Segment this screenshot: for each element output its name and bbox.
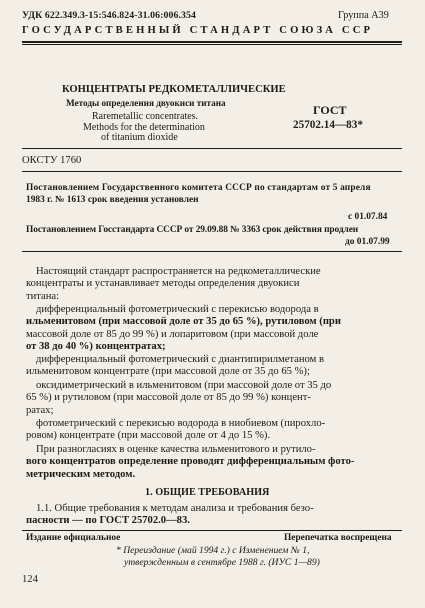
section-heading: 1. ОБЩИЕ ТРЕБОВАНИЯ	[145, 487, 270, 498]
official-edition-label: Издание официальное	[26, 533, 121, 543]
text-line: * Переиздание (май 1994 г.) с Изменением № 1,	[116, 545, 310, 556]
document-title-ru: КОНЦЕНТРАТЫ РЕДКОМЕТАЛЛИЧЕСКИЕ	[62, 84, 286, 95]
text-line: ильменитовом концентрате (при массовой доле от 35 до 65 %);	[26, 366, 310, 378]
text-line: титана:	[26, 290, 60, 302]
header-rule-thin	[22, 44, 402, 45]
text-line: вого концентратов определение проводят дифференциальным фото-	[26, 456, 355, 468]
method-ilmenite-rutile-loparite	[26, 304, 399, 354]
okstu-code: ОКСТУ 1760	[22, 155, 82, 166]
text-line: 1.1. Общие требования к методам анализа и требования безо-	[36, 503, 314, 514]
text-line: фотометрический с перекисью водорода в ниобиевом (пирохло-	[36, 418, 326, 429]
reissue-note	[116, 545, 320, 569]
text-line: концентраты и устанавливает методы определения двуокиси	[26, 278, 300, 290]
section-paragraph	[26, 503, 399, 528]
decree-extension: Постановлением Госстандарта СССР от 29.09.88 № 3363 срок действия продлен	[26, 225, 359, 235]
document-title-en	[83, 111, 205, 144]
disagreement-paragraph	[26, 444, 399, 481]
text-line: ратах;	[26, 404, 54, 416]
divider	[22, 251, 402, 252]
text-line: ровом) концентрате (при массовой доле от 4 до 15 %).	[26, 430, 271, 442]
text-line: 65 %) и рутиловом (при массовой доле от 85 до 99 %) концент-	[26, 392, 311, 404]
document-subtitle-ru: Методы определения двуокиси титана	[66, 98, 226, 108]
method-niobium	[26, 418, 399, 443]
text-line: дифференциальный фотометрический с диантипирилметаном в	[36, 354, 324, 365]
text-line: пасности — по ГОСТ 25702.0—83.	[26, 515, 190, 527]
udk-code: УДК 622.349.3-15:546.824-31.06:006.354	[22, 10, 197, 21]
page-number: 124	[22, 574, 38, 585]
text-line: метрическим методом.	[26, 468, 136, 480]
title-en-line: Methods for the determination	[83, 121, 205, 133]
header-rule	[22, 41, 402, 43]
text-line: от 38 до 40 %) концентратах;	[26, 341, 166, 353]
divider	[22, 171, 402, 172]
decree-approval-date: с 01.07.84	[348, 212, 388, 222]
decree-extension-date: до 01.07.99	[345, 237, 390, 247]
divider	[22, 530, 402, 531]
text-line: оксидиметрический в ильменитовом (при массовой доле от 35 до	[36, 380, 332, 391]
text-line: утвержденным в сентябре 1988 г. (ИУС 1—89)	[124, 557, 320, 568]
method-diantipyrylmethane	[26, 354, 399, 379]
text-line: ильменитовом (при массовой доле от 35 до 65 %), рутиловом (при	[26, 316, 341, 328]
standard-title: ГОСУДАРСТВЕННЫЙ СТАНДАРТ СОЮЗА ССР	[22, 25, 374, 36]
decree-approval	[26, 182, 371, 206]
intro-paragraph	[26, 266, 399, 303]
title-en-line: of titanium dioxide	[101, 132, 178, 144]
decree-line: Постановлением Государственного комитета СССР по стандартам от 5 апреля	[26, 183, 371, 193]
title-en-line: Raremetallic concentrates.	[92, 111, 199, 122]
gost-label: ГОСТ	[313, 103, 347, 117]
text-line: массовой доле от 85 до 99 %) и лопаритовом (при массовой доле	[26, 328, 319, 340]
gost-number: 25702.14—83*	[293, 119, 363, 131]
group-code: Группа А39	[338, 10, 389, 21]
text-line: При разногласиях в оценке качества ильменитового и рутило-	[36, 444, 316, 455]
text-line: дифференциальный фотометрический с перекисью водорода в	[36, 304, 319, 315]
decree-line: 1983 г. № 1613 срок введения установлен	[26, 195, 199, 205]
text-line: Настоящий стандарт распространяется на редкометаллические	[36, 266, 321, 277]
divider	[22, 148, 402, 149]
method-oxidimetric	[26, 380, 399, 417]
reprint-prohibited-label: Перепечатка воспрещена	[284, 533, 392, 543]
